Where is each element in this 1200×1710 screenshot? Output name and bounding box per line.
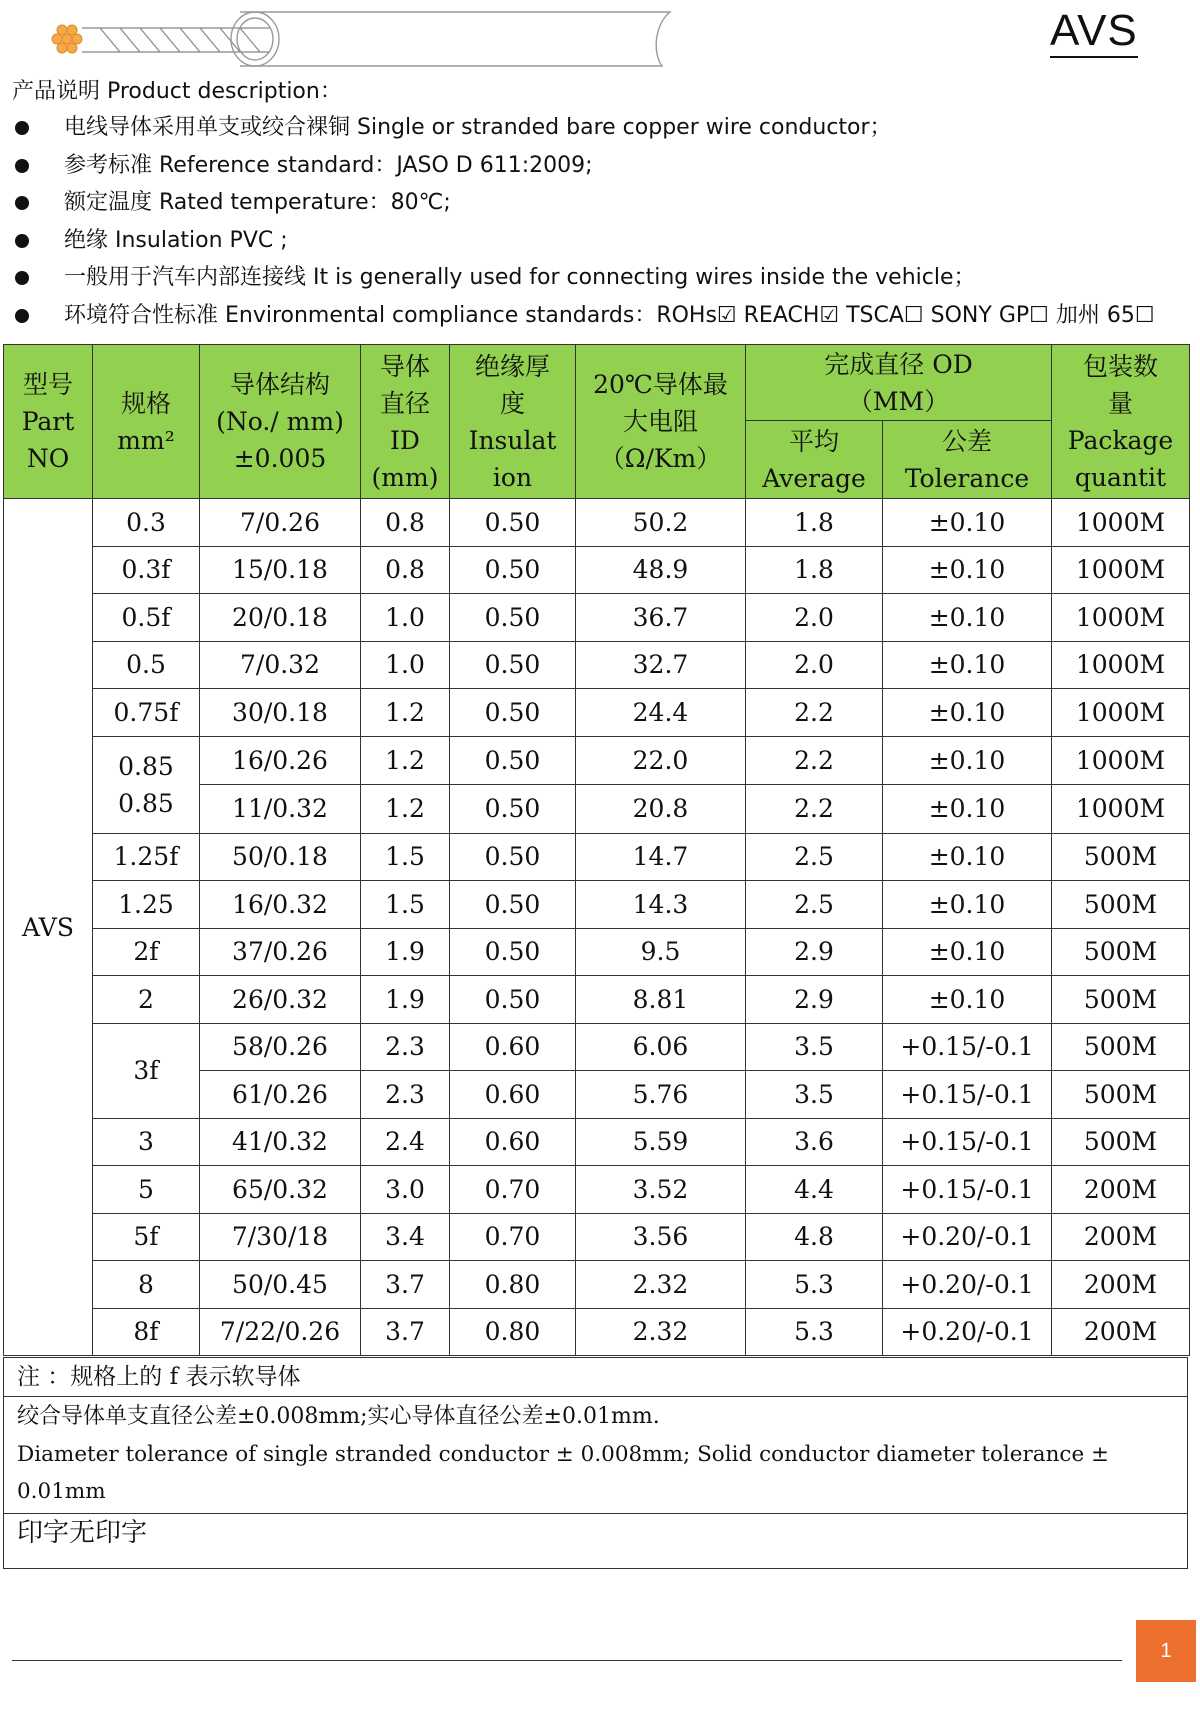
package-cell: 1000M [1052,736,1190,785]
header-text: 导体结构 [229,370,330,399]
structure-cell: 58/0.26 [200,1023,361,1071]
header-structure [200,345,361,499]
insulation-cell: 0.50 [450,833,576,881]
average-od-cell: 3.5 [746,1023,883,1071]
resistance-cell: 3.52 [576,1166,746,1214]
notes-box [3,1357,1188,1569]
average-od-cell: 2.0 [746,641,883,689]
conductor-diameter-cell: 1.2 [361,785,450,834]
header-tolerance [883,421,1052,499]
table-row [4,1261,1190,1309]
average-od-cell: 5.3 [746,1261,883,1309]
header-outer-diameter [746,345,1052,421]
brand-title: AVS [1050,6,1138,58]
table-row [4,1118,1190,1166]
structure-cell: 7/0.32 [200,641,361,689]
header-text: 包装数 [1082,351,1158,381]
product-description [12,75,1192,334]
tolerance-cell: ±0.10 [883,594,1052,642]
conductor-diameter-cell: 2.3 [361,1071,450,1119]
header-text: 20℃导体最 [593,370,728,399]
note-printing: 印字无印字 [17,1518,148,1548]
structure-cell: 50/0.18 [200,833,361,881]
cable-illustration [40,6,740,72]
conductor-diameter-cell: 1.9 [361,976,450,1024]
resistance-cell: 2.32 [576,1261,746,1309]
average-od-cell: 3.6 [746,1118,883,1166]
package-cell: 1000M [1052,689,1190,737]
header-text: Average [762,463,866,493]
header-text: Part [21,407,75,436]
tolerance-cell: ±0.10 [883,499,1052,547]
package-cell: 500M [1052,1071,1190,1119]
resistance-cell: 5.76 [576,1071,746,1119]
structure-cell: 15/0.18 [200,546,361,594]
header-text: (No./ mm) [216,407,344,436]
bullet-text: 环境符合性标准 Environmental compliance standards：ROHs☑ REACH☑ TSCA☐ SONY GP☐ 加州 65☐ [64,302,1155,328]
insulation-cell: 0.50 [450,546,576,594]
bullet-text: 额定温度 Rated temperature：80℃; [64,190,451,215]
table-row [4,976,1190,1024]
page-number: 1 [1136,1620,1196,1682]
header-text: 导体 [379,351,430,381]
insulation-cell: 0.50 [450,736,576,785]
insulation-cell: 0.50 [450,881,576,929]
package-cell: 1000M [1052,641,1190,689]
resistance-cell: 14.3 [576,881,746,929]
header-text: (mm) [371,462,439,492]
tolerance-cell: +0.20/-0.1 [883,1261,1052,1309]
header-text: Package [1067,425,1174,455]
tolerance-cell: +0.15/-0.1 [883,1023,1052,1071]
header-text: quantit [1074,462,1167,492]
part-no-cell: AVS [4,499,93,1356]
tolerance-cell: ±0.10 [883,546,1052,594]
header-text: 量 [1107,388,1133,418]
size-cell: 8f [93,1308,200,1356]
package-cell: 1000M [1052,499,1190,547]
size-cell: 8 [93,1261,200,1309]
table-row [4,833,1190,881]
table-row [4,928,1190,976]
header-resistance [576,345,746,499]
tolerance-cell: ±0.10 [883,881,1052,929]
tolerance-cell: +0.20/-0.1 [883,1308,1052,1356]
package-cell: 200M [1052,1308,1190,1356]
bullet-dot-icon [15,196,29,210]
package-cell: 200M [1052,1213,1190,1261]
header-text: 直径 [379,388,430,418]
size-stack [93,748,199,822]
header-text: 型号 [22,370,73,399]
tolerance-cell: ±0.10 [883,785,1052,834]
size-cell: 0.5 [93,641,200,689]
header-conductor-diameter [361,345,450,499]
bullet-text: 一般用于汽车内部连接线 It is generally used for connecting wires inside the vehicle； [64,265,976,290]
header-text: mm² [117,425,175,455]
bullet-item [12,184,1192,222]
note-tolerance-en: Diameter tolerance of single stranded conductor ± 0.008mm; Solid conductor diameter tolerance ± 0.01mm [17,1442,1110,1504]
average-od-cell: 5.3 [746,1308,883,1356]
package-cell: 1000M [1052,546,1190,594]
header-text: 完成直径 OD [824,349,973,379]
spec-table-body [4,499,1190,1356]
size-cell: 1.25f [93,833,200,881]
package-cell: 500M [1052,1118,1190,1166]
note-tolerance-cn: 绞合导体单支直径公差±0.008mm;实心导体直径公差±0.01mm. [17,1404,660,1429]
resistance-cell: 3.56 [576,1213,746,1261]
conductor-diameter-cell: 3.7 [361,1261,450,1309]
average-od-cell: 1.8 [746,499,883,547]
bullet-dot-icon [15,234,29,248]
conductor-diameter-cell: 1.0 [361,594,450,642]
structure-cell: 16/0.26 [200,736,361,785]
resistance-cell: 32.7 [576,641,746,689]
structure-cell: 20/0.18 [200,594,361,642]
insulation-cell: 0.50 [450,928,576,976]
conductor-diameter-cell: 1.2 [361,736,450,785]
table-row [4,499,1190,547]
size-value: 0.85 [118,788,174,818]
average-od-cell: 2.5 [746,881,883,929]
tolerance-cell: ±0.10 [883,833,1052,881]
resistance-cell: 20.8 [576,785,746,834]
insulation-cell: 0.50 [450,499,576,547]
header-text: 大电阻 [622,407,698,436]
header-insulation [450,345,576,499]
table-row [4,641,1190,689]
insulation-cell: 0.60 [450,1023,576,1071]
header-text: ±0.005 [233,444,327,473]
resistance-cell: 5.59 [576,1118,746,1166]
bullet-text: 电线导体采用单支或绞合裸铜 Single or stranded bare copper wire conductor； [64,115,892,140]
insulation-cell: 0.50 [450,594,576,642]
insulation-cell: 0.70 [450,1166,576,1214]
table-row [4,736,1190,785]
resistance-cell: 48.9 [576,546,746,594]
tolerance-cell: ±0.10 [883,689,1052,737]
table-row [4,1166,1190,1214]
structure-cell: 30/0.18 [200,689,361,737]
header-text: 绝缘厚 [474,351,550,381]
average-od-cell: 2.2 [746,689,883,737]
copper-strands-icon [52,25,82,53]
size-cell: 3f [93,1023,200,1118]
header-size [93,345,200,499]
header-text: 度 [499,388,525,418]
tolerance-cell: ±0.10 [883,928,1052,976]
size-cell: 5 [93,1166,200,1214]
resistance-cell: 6.06 [576,1023,746,1071]
resistance-cell: 24.4 [576,689,746,737]
insulation-cell: 0.80 [450,1308,576,1356]
size-cell: 0.75f [93,689,200,737]
structure-cell: 65/0.32 [200,1166,361,1214]
header-text: Insulat [468,425,557,455]
conductor-diameter-cell: 1.9 [361,928,450,976]
bullet-dot-icon [15,309,29,323]
package-cell: 500M [1052,1023,1190,1071]
resistance-cell: 9.5 [576,928,746,976]
bullet-item [12,222,1192,260]
header-text: （Ω/Km） [599,444,722,473]
package-cell: 500M [1052,833,1190,881]
bullet-dot-icon [15,159,29,173]
size-value: 0.85 [118,751,174,781]
header-text: NO [26,444,70,473]
package-cell: 1000M [1052,594,1190,642]
bullet-dot-icon [15,121,29,135]
bullet-item [12,147,1192,185]
resistance-cell: 14.7 [576,833,746,881]
structure-cell: 37/0.26 [200,928,361,976]
structure-cell: 41/0.32 [200,1118,361,1166]
bullet-dot-icon [15,271,29,285]
spec-table [3,344,1190,1356]
package-cell: 200M [1052,1166,1190,1214]
package-cell: 200M [1052,1261,1190,1309]
average-od-cell: 4.8 [746,1213,883,1261]
bullet-item [12,297,1192,335]
note-soft-conductor: 注 ：规格上的 f 表示软导体 [4,1358,1187,1397]
size-cell: 2 [93,976,200,1024]
size-cell: 2f [93,928,200,976]
header-text: ID [390,425,420,455]
resistance-cell: 8.81 [576,976,746,1024]
tolerance-cell: +0.15/-0.1 [883,1071,1052,1119]
conductor-diameter-cell: 0.8 [361,499,450,547]
bullet-text: 绝缘 Insulation PVC ; [64,227,288,253]
insulation-cell: 0.50 [450,641,576,689]
average-od-cell: 2.2 [746,736,883,785]
structure-cell: 7/0.26 [200,499,361,547]
header-average [746,421,883,499]
average-od-cell: 4.4 [746,1166,883,1214]
tolerance-cell: +0.20/-0.1 [883,1213,1052,1261]
tolerance-cell: +0.15/-0.1 [883,1166,1052,1214]
conductor-diameter-cell: 2.4 [361,1118,450,1166]
structure-cell: 7/22/0.26 [200,1308,361,1356]
header-text: （MM） [847,386,950,416]
conductor-diameter-cell: 3.7 [361,1308,450,1356]
tolerance-cell: ±0.10 [883,641,1052,689]
conductor-diameter-cell: 0.8 [361,546,450,594]
bullet-item [12,259,1192,297]
average-od-cell: 3.5 [746,1071,883,1119]
resistance-cell: 22.0 [576,736,746,785]
footer-rule [12,1660,1122,1661]
conductor-diameter-cell: 3.0 [361,1166,450,1214]
average-od-cell: 2.2 [746,785,883,834]
table-row [4,689,1190,737]
header-text: 平均 [788,426,839,456]
conductor-diameter-cell: 1.2 [361,689,450,737]
table-row [4,1308,1190,1356]
average-od-cell: 2.0 [746,594,883,642]
insulation-cell: 0.50 [450,976,576,1024]
note-tolerance-block [4,1397,1187,1514]
insulation-cell: 0.80 [450,1261,576,1309]
insulation-cell: 0.50 [450,689,576,737]
structure-cell: 61/0.26 [200,1071,361,1119]
size-cell: 0.3f [93,546,200,594]
table-row [4,1023,1190,1071]
header-text: 规格 [120,388,171,418]
average-od-cell: 2.5 [746,833,883,881]
average-od-cell: 2.9 [746,976,883,1024]
header-part-no [4,345,93,499]
bullet-item [12,109,1192,147]
package-cell: 500M [1052,928,1190,976]
package-cell: 1000M [1052,785,1190,834]
resistance-cell: 36.7 [576,594,746,642]
average-od-cell: 1.8 [746,546,883,594]
size-cell: 5f [93,1213,200,1261]
conductor-diameter-cell: 1.0 [361,641,450,689]
tolerance-cell: +0.15/-0.1 [883,1118,1052,1166]
insulation-cell: 0.60 [450,1118,576,1166]
conductor-diameter-cell: 1.5 [361,833,450,881]
table-row [4,594,1190,642]
conductor-diameter-cell: 2.3 [361,1023,450,1071]
table-row [4,881,1190,929]
size-cell: 3 [93,1118,200,1166]
package-cell: 500M [1052,976,1190,1024]
tolerance-cell: ±0.10 [883,976,1052,1024]
structure-cell: 26/0.32 [200,976,361,1024]
resistance-cell: 2.32 [576,1308,746,1356]
table-row [4,1213,1190,1261]
size-cell: 0.3 [93,499,200,547]
header-text: ion [492,462,533,492]
header-text: Tolerance [904,463,1030,493]
tolerance-cell: ±0.10 [883,736,1052,785]
insulation-cell: 0.60 [450,1071,576,1119]
insulation-cell: 0.50 [450,785,576,834]
package-cell: 500M [1052,881,1190,929]
size-cell [93,736,200,833]
structure-cell: 11/0.32 [200,785,361,834]
header-text: 公差 [941,426,992,456]
conductor-diameter-cell: 3.4 [361,1213,450,1261]
resistance-cell: 50.2 [576,499,746,547]
size-cell: 0.5f [93,594,200,642]
table-row [4,546,1190,594]
conductor-diameter-cell: 1.5 [361,881,450,929]
structure-cell: 50/0.45 [200,1261,361,1309]
description-heading: 产品说明 Product description： [12,79,342,104]
insulation-cell: 0.70 [450,1213,576,1261]
size-cell: 1.25 [93,881,200,929]
average-od-cell: 2.9 [746,928,883,976]
bullet-text: 参考标准 Reference standard：JASO D 611:2009; [64,152,593,178]
header-package [1052,345,1190,499]
structure-cell: 7/30/18 [200,1213,361,1261]
structure-cell: 16/0.32 [200,881,361,929]
